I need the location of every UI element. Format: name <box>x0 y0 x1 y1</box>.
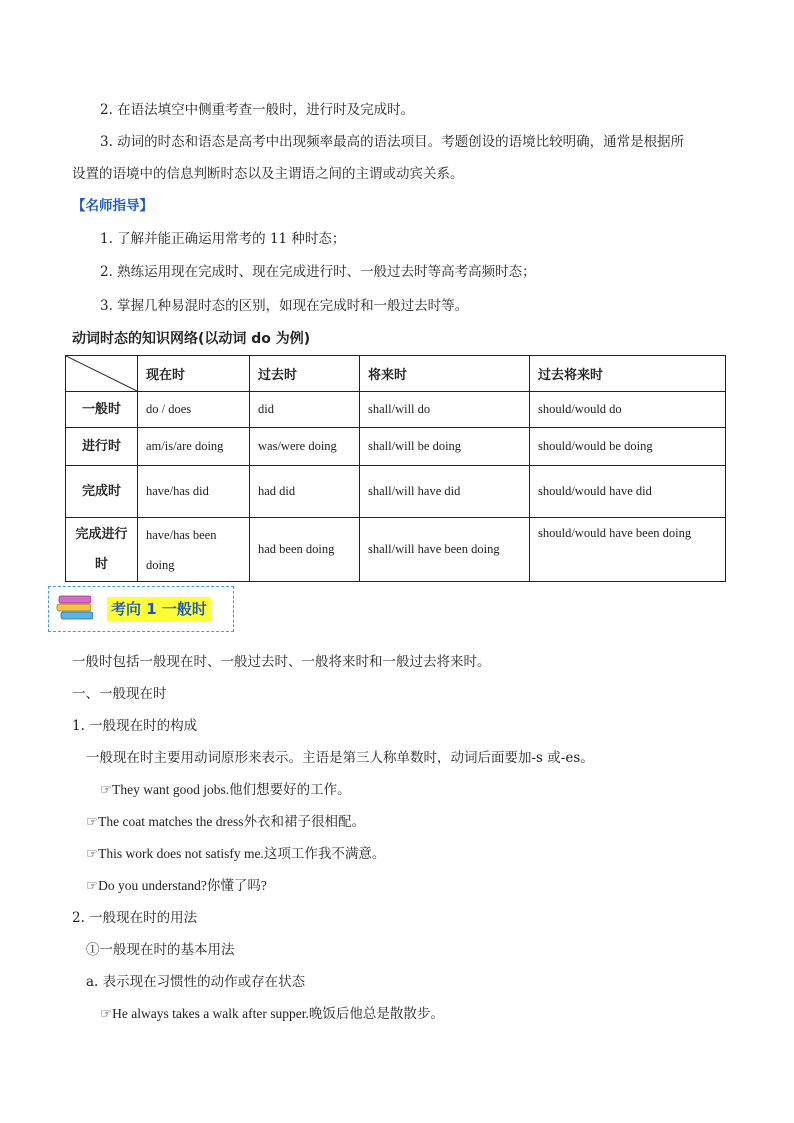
row-header: 完成时 <box>66 466 138 518</box>
example-line: ☞They want good jobs.他们想要好的工作。 <box>100 782 351 797</box>
table-header-row <box>66 356 726 392</box>
table-cell: shall/will be doing <box>360 428 530 466</box>
table-cell: was/were doing <box>250 428 360 466</box>
table-row <box>66 466 726 518</box>
text-line: 一、一般现在时 <box>72 686 167 702</box>
diagonal-corner-cell <box>66 356 138 392</box>
table-cell: should/would have did <box>530 466 726 518</box>
table-cell: have/has did <box>138 466 250 518</box>
table-row <box>66 518 726 582</box>
column-header: 现在时 <box>138 356 250 392</box>
text-line: 1. 一般现在时的构成 <box>72 718 198 734</box>
column-header: 将来时 <box>360 356 530 392</box>
row-header: 进行时 <box>66 428 138 466</box>
table-cell: had did <box>250 466 360 518</box>
table-cell: have/has been doing <box>138 518 250 582</box>
table-cell: do / does <box>138 392 250 428</box>
text-line: 一般时包括一般现在时、一般过去时、一般将来时和一般过去将来时。 <box>72 654 491 670</box>
table-cell: shall/will do <box>360 392 530 428</box>
row-header: 完成进行时 <box>66 518 138 582</box>
list-item: 2. 熟练运用现在完成时、现在完成进行时、一般过去时等高考高频时态； <box>100 264 536 280</box>
text-line: 一般现在时主要用动词原形来表示。主语是第三人称单数时，动词后面要加-s 或-es。 <box>86 750 594 766</box>
column-header: 过去将来时 <box>530 356 726 392</box>
list-item: 3. 掌握几种易混时态的区别，如现在完成时和一般过去时等。 <box>100 298 469 314</box>
table-cell: should/would have been doing <box>530 518 726 582</box>
text-line: 设置的语境中的信息判断时态以及主谓语之间的主谓或动宾关系。 <box>72 166 464 182</box>
banner-label: 考向 1 一般时 <box>107 597 211 621</box>
table-title: 动词时态的知识网络(以动词 do 为例) <box>72 331 311 347</box>
table-cell: shall/will have did <box>360 466 530 518</box>
example-line: ☞This work does not satisfy me.这项工作我不满意。 <box>86 846 386 861</box>
table-row <box>66 392 726 428</box>
example-line: ☞He always takes a walk after supper.晚饭后他总是散散步。 <box>100 1006 444 1021</box>
list-item: 1. 了解并能正确运用常考的 11 种时态； <box>100 231 346 247</box>
table-cell: should/would do <box>530 392 726 428</box>
column-header: 过去时 <box>250 356 360 392</box>
table-cell: am/is/are doing <box>138 428 250 466</box>
table-cell: should/would be doing <box>530 428 726 466</box>
tense-table <box>65 355 726 582</box>
table-row <box>66 428 726 466</box>
example-line: ☞Do you understand?你懂了吗? <box>86 878 267 893</box>
books-icon <box>55 594 99 628</box>
text-line: 3. 动词的时态和语态是高考中出现频率最高的语法项目。考题创设的语境比较明确，通常是根据所 <box>100 134 685 150</box>
table-cell: did <box>250 392 360 428</box>
section-banner <box>48 586 234 632</box>
example-line: ☞The coat matches the dress外衣和裙子很相配。 <box>86 814 366 829</box>
text-line: 2. 在语法填空中侧重考查一般时，进行时及完成时。 <box>100 102 415 118</box>
table-cell: shall/will have been doing <box>360 518 530 582</box>
text-line: a. 表示现在习惯性的动作或存在状态 <box>86 974 306 990</box>
row-header: 一般时 <box>66 392 138 428</box>
text-line: 2. 一般现在时的用法 <box>72 910 198 926</box>
section-heading: 【名师指导】 <box>72 198 153 214</box>
text-line: ①一般现在时的基本用法 <box>86 942 235 958</box>
table-cell: had been doing <box>250 518 360 582</box>
